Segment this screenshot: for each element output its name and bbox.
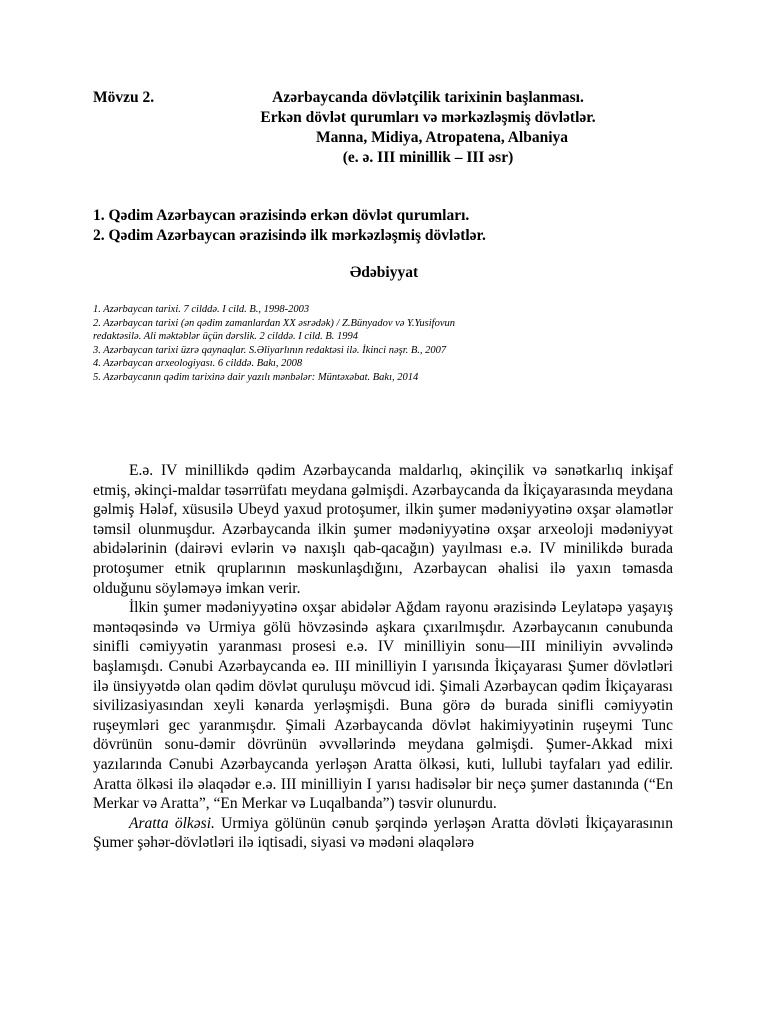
plan-item-1: 1. Qədim Azərbaycan ərazisində erkən dövlət qurumları. — [93, 207, 470, 224]
title-line-3: Manna, Midiya, Atropatena, Albaniya — [315, 129, 569, 146]
literature-title: Ədəbiyyat — [349, 264, 419, 281]
body-text — [93, 461, 673, 853]
plan-item-2: 2. Qədim Azərbaycan ərazisində ilk mərkəzləşmiş dövlətlər. — [93, 227, 486, 244]
lecture-plan — [93, 206, 486, 246]
title-line-4: (e. ə. III minillik – III əsr) — [342, 149, 514, 166]
paragraph-1: E.ə. IV minillikdə qədim Azərbaycanda maldarlıq, əkinçilik və sənətkarlıq inkişaf etmiş, əkinçi-maldar təsərrüfatı meydana gəlmişdi. Azərbaycanda da İkiçayarasında meydana gəlmiş Hələf, xüsusilə Ubeyd yaxud protoşumer, ilkin şumer mədəniyyətinə oxşar əlamətlər təmsil olunmuşdur. Azərbaycanda ilkin şumer mədəniyyətinə oxşar arxeoloji mədəniyyət abidələrinin (dairəvi evlərin və naxışlı qab-qacağın) yayılması e.ə. IV minilikdə burada protoşumer etnik qruplarının məskunlaşdığını, Azərbaycan əhalisi ilə yaxın təmasda olduğunu söyləməyə imkan verir. — [93, 462, 673, 597]
literature-list — [93, 303, 653, 384]
literature-line: 1. Azərbaycan tarixi. 7 cilddə. I cild. B., 1998-2003 — [93, 304, 310, 315]
literature-line: redaktəsilə. Ali məktəblər üçün dərslik. 2 cilddə. I cild. B. 1994 — [93, 331, 359, 342]
paragraph-3 — [93, 814, 673, 853]
paragraph-3-text: Urmiya gölünün cənub şərqində yerləşən Aratta dövləti İkiçayarasının Şumer şəhər-dövlətləri ilə iqtisadi, siyasi və mədəni əlaqələrə — [93, 814, 673, 852]
paragraph-3-lead: Aratta ölkəsi. — [129, 814, 215, 832]
paragraph-2: İlkin şumer mədəniyyətinə oxşar abidələr Ağdam rayonu ərazisində Leylatəpə yaşayış məntəqəsində və Urmiya gölü hövzəsində aşkara çıxarılmışdır. Azərbaycanın cənubunda sinifli cəmiyyətin yaranması prosesi e.ə. IV minilliyin sonu—III miniliyin əvvəlində başlamışdı. Cənubi Azərbaycanda eə. III minilliyin I yarısında İkiçayarası Şumer dövlətləri ilə ünsiyyətdə olan qədim dövlət quruluşu mövcud idi. Şimali Azərbaycan qədim İkiçayarası sivilizasiyasından xeyli kənarda yerləşmişdi. Buna görə də burada sinifli cəmiyyətin ruşeymləri gec yaranmışdır. Şimali Azərbaycanda dövlət hakimiyyətinin ruşeymi Tunc dövrünün sonu-dəmir dövrünün əvvəllərində meydana gəlmişdi. Şumer-Akkad mixi yazılarında Cənubi Azərbaycanda yerləşən Aratta ölkəsi, kuti, lullubi tayfaları yad edilir. Aratta ölkəsi ilə əlaqədər e.ə. III minilliyin I yarısı hadisələr bir neçə şumer dastanında (“En Merkar və Aratta”, “En Merkar və Luqalbanda”) təsvir olunurdu. — [93, 599, 673, 813]
literature-line: 5. Azərbaycanın qədim tarixinə dair yazılı mənbələr: Müntəxəbat. Bakı, 2014 — [93, 371, 419, 383]
title-line-1: Azərbaycanda dövlətçilik tarixinin başlanması. — [272, 89, 584, 106]
title-line-2: Erkən dövlət qurumları və mərkəzləşmiş dövlətlər. — [260, 109, 596, 126]
literature-line: 3. Azərbaycan tarixi üzrə qaynaqlar. S.Əliyarlının redaktəsi ilə. İkinci nəşr. B., 2007 — [93, 344, 447, 356]
literature-line: 4. Azərbaycan arxeologiyası. 6 cilddə. Bakı, 2008 — [93, 358, 303, 369]
topic-label: Mövzu 2. — [93, 89, 155, 106]
literature-line: 2. Azərbaycan tarixi (ən qədim zamanlardan XX əsrədək) / Z.Bünyadov və Y.Yusifovun — [93, 317, 456, 329]
